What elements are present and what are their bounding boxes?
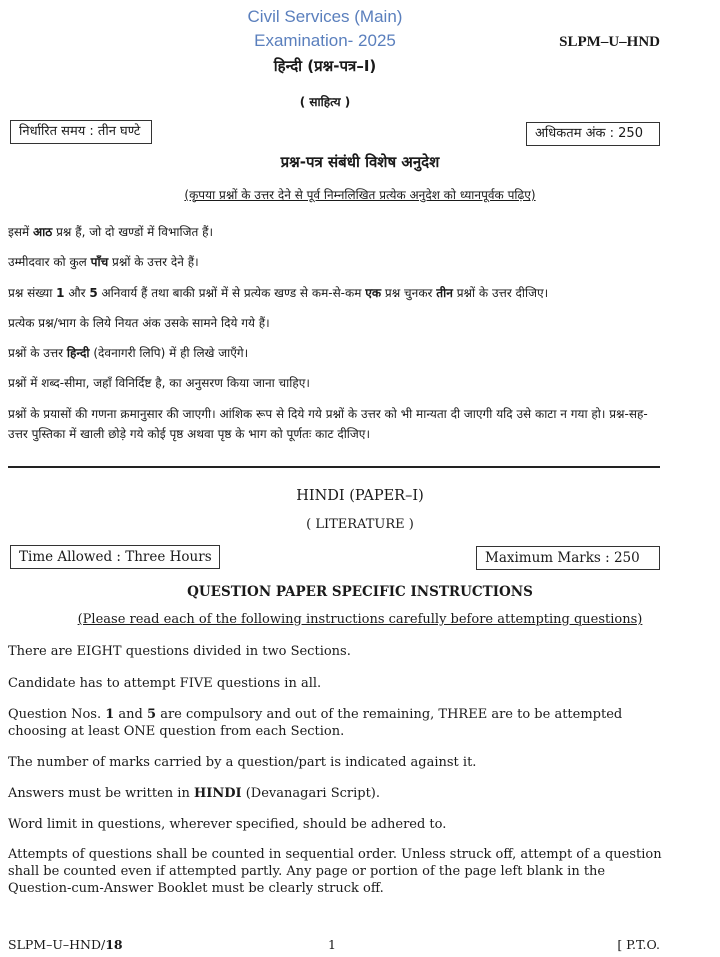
english-subheading-text: (Please read each of the following instructions carefully before attempting questions) — [77, 612, 643, 627]
pto-label: [ P.T.O. — [617, 937, 660, 952]
english-paper-title: HINDI (PAPER–I) — [296, 488, 424, 504]
text-bold: 18 — [105, 937, 123, 952]
english-instructions-subheading — [0, 611, 720, 628]
hindi-instruction-7: प्रश्नों के प्रयासों की गणना क्रमानुसार की जाएगी। आंशिक रूप से दिये गये प्रश्नों के उत्तर को भी मान्यता दी जाएगी यदि उसे काटा न गया हो। प्रश्न-सह-उत्तर पुस्तिका में खाली छोड़े गये कोई पृष्ठ अथवा पृष्ठ के भाग को पूर्णतः काट दीजिए। — [8, 407, 648, 441]
text: Answers must be written in — [8, 786, 194, 801]
text: and — [114, 707, 148, 722]
english-paper-subtitle: ( LITERATURE ) — [306, 517, 414, 532]
section-divider — [8, 466, 660, 468]
exam-name: Civil Services (Main) — [247, 7, 403, 26]
paper-code: SLPM–U–HND — [559, 34, 660, 50]
text: उम्मीदवार को कुल — [8, 255, 91, 269]
exam-year: Examination- 2025 — [254, 31, 396, 50]
text-bold: 1 — [56, 286, 65, 300]
text: प्रश्न चुनकर — [381, 286, 437, 300]
hindi-time-box: निर्धारित समय : तीन घण्टे — [10, 120, 152, 144]
english-instruction-3 — [8, 706, 663, 740]
text: और — [64, 286, 90, 300]
english-instruction-4: The number of marks carried by a question/part is indicated against it. — [8, 755, 477, 770]
text-bold: 1 — [105, 707, 115, 722]
text: are compulsory and out of the remaining, THREE are to be attempted choosing at least ONE question from each Section. — [8, 707, 623, 739]
hindi-marks-box: अधिकतम अंक : 250 — [526, 122, 660, 146]
text: इसमें — [8, 225, 33, 239]
hindi-instruction-5 — [8, 345, 663, 361]
hindi-instruction-1 — [8, 224, 663, 240]
english-instruction-2: Candidate has to attempt FIVE questions in all. — [8, 676, 322, 691]
text-bold: तीन — [436, 286, 453, 300]
text-bold: पाँच — [90, 255, 109, 269]
hindi-instruction-3 — [8, 285, 668, 301]
hindi-subheading-text: (कृपया प्रश्नों के उत्तर देने से पूर्व निम्नलिखित प्रत्येक अनुदेश को ध्यानपूर्वक पढ़िए) — [184, 188, 536, 202]
text-bold: एक — [365, 286, 382, 300]
english-instruction-6: Word limit in questions, wherever specified, should be adhered to. — [8, 817, 447, 832]
text: SLPM–U–HND/ — [8, 937, 106, 952]
text: प्रश्न हैं, जो दो खण्डों में विभाजित हैं। — [52, 225, 214, 239]
hindi-instruction-2 — [8, 254, 663, 270]
text: प्रश्नों के उत्तर देने हैं। — [108, 255, 199, 269]
english-instruction-5 — [8, 785, 663, 802]
text: प्रश्नों के उत्तर दीजिए। — [452, 286, 549, 300]
hindi-instruction-6: प्रश्नों में शब्द-सीमा, जहाँ विनिर्दिष्ट है, का अनुसरण किया जाना चाहिए। — [8, 376, 310, 390]
text: (देवनागरी लिपि) में ही लिखे जाएँगे। — [89, 346, 249, 360]
hindi-instructions-subheading — [0, 187, 720, 203]
footer-code — [8, 936, 123, 953]
english-time-box: Time Allowed : Three Hours — [10, 545, 220, 569]
hindi-instruction-4: प्रत्येक प्रश्न/भाग के लिये नियत अंक उसके सामने दिये गये हैं। — [8, 316, 270, 330]
hindi-instructions-heading: प्रश्न-पत्र संबंधी विशेष अनुदेश — [280, 153, 440, 171]
text: अनिवार्य हैं तथा बाकी प्रश्नों में से प्रत्येक खण्ड से कम-से-कम — [97, 286, 366, 300]
english-instruction-7: Attempts of questions shall be counted in sequential order. Unless struck off, attempt of a question shall be counted even if attempted partly. Any page or portion of the page left blank in the Question-cum-Answer Booklet must be clearly struck off. — [8, 847, 662, 896]
text: प्रश्न संख्या — [8, 286, 57, 300]
english-instruction-1: There are EIGHT questions divided in two Sections. — [8, 644, 351, 659]
text: (Devanagari Script). — [241, 786, 381, 801]
text-bold: 5 — [89, 286, 98, 300]
text-bold: HINDI — [193, 786, 242, 801]
text-bold: 5 — [147, 707, 157, 722]
text: प्रश्नों के उत्तर — [8, 346, 67, 360]
text-bold: हिन्दी — [66, 346, 90, 360]
text-bold: आठ — [33, 225, 53, 239]
text: Question Nos. — [8, 707, 106, 722]
hindi-paper-title: हिन्दी (प्रश्न-पत्र–I) — [273, 57, 377, 75]
english-marks-box: Maximum Marks : 250 — [476, 546, 660, 570]
page-number: 1 — [328, 937, 336, 952]
english-instructions-heading: QUESTION PAPER SPECIFIC INSTRUCTIONS — [187, 584, 533, 600]
hindi-paper-subtitle: ( साहित्य ) — [299, 95, 351, 109]
